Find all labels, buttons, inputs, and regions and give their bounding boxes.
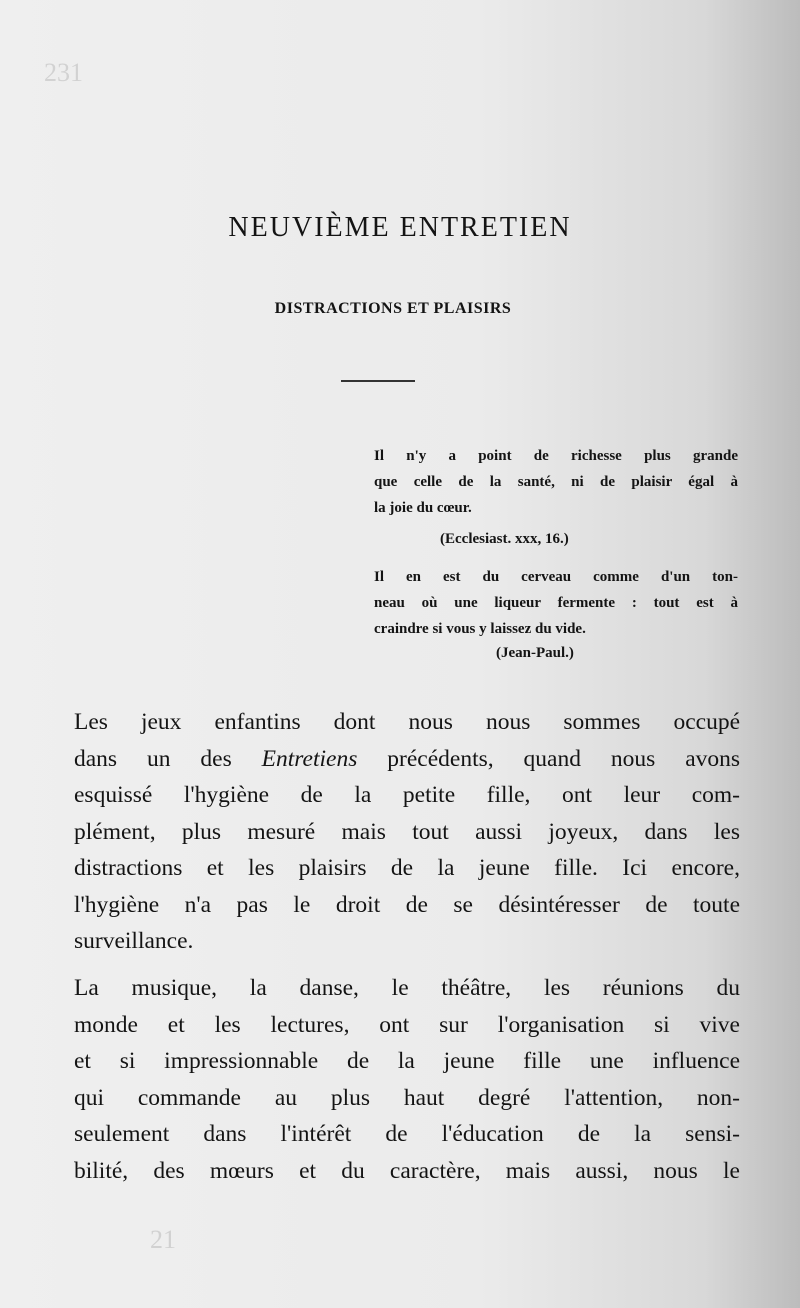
- epigraph-line: Il n'y a point de richesse plus grande: [374, 448, 738, 464]
- paragraph-line: esquissé l'hygiène de la petite fille, ont leur com-: [74, 782, 740, 808]
- epigraph-line: Il en est du cerveau comme d'un ton-: [374, 569, 738, 585]
- epigraph-line: la joie du cœur.: [374, 500, 472, 516]
- chapter-title: NEUVIÈME ENTRETIEN: [228, 212, 572, 243]
- paragraph-line: l'hygiène n'a pas le droit de se désintéresser de toute: [74, 891, 740, 918]
- epigraph-line: craindre si vous y laissez du vide.: [374, 621, 586, 637]
- epigraph-line: que celle de la santé, ni de plaisir égal à: [374, 474, 738, 490]
- paragraph-line: La musique, la danse, le théâtre, les réunions du: [74, 975, 740, 1001]
- epigraph-1: [374, 443, 738, 521]
- bleed-through-page-number: 231: [44, 58, 83, 87]
- paragraph-2: [74, 970, 740, 1189]
- italic-title: Entretiens: [261, 745, 358, 772]
- text-segment: précédents, quand nous avons: [387, 745, 741, 772]
- paragraph-line: monde et les lectures, ont sur l'organisation si vive: [74, 1011, 740, 1038]
- paragraph-line: qui commande au plus haut degré l'attention, non-: [74, 1084, 740, 1111]
- bleed-through-signature-mark: 21: [150, 1225, 176, 1254]
- epigraph-2: [374, 564, 738, 642]
- paragraph-line: Les jeux enfantins dont nous nous sommes occupé: [74, 709, 740, 735]
- paragraph-line: plément, plus mesuré mais tout aussi joyeux, dans les: [74, 818, 740, 845]
- text-segment: dans un des: [74, 745, 232, 772]
- paragraph-line: [74, 741, 740, 778]
- section-divider: [341, 380, 415, 382]
- chapter-subtitle: DISTRACTIONS ET PLAISIRS: [274, 300, 512, 317]
- epigraph-source-2: (Jean-Paul.): [496, 645, 574, 661]
- epigraph-source-1: (Ecclesiast. xxx, 16.): [440, 531, 569, 547]
- paragraph-1: [74, 704, 740, 960]
- paragraph-line: surveillance.: [74, 928, 194, 954]
- paragraph-line: bilité, des mœurs et du caractère, mais aussi, nous le: [74, 1157, 740, 1184]
- epigraph-line: neau où une liqueur fermente : tout est à: [374, 595, 738, 611]
- paragraph-line: distractions et les plaisirs de la jeune fille. Ici encore,: [74, 855, 740, 881]
- paragraph-line: seulement dans l'intérêt de l'éducation de la sensi-: [74, 1121, 740, 1147]
- paragraph-line: et si impressionnable de la jeune fille une influence: [74, 1048, 740, 1074]
